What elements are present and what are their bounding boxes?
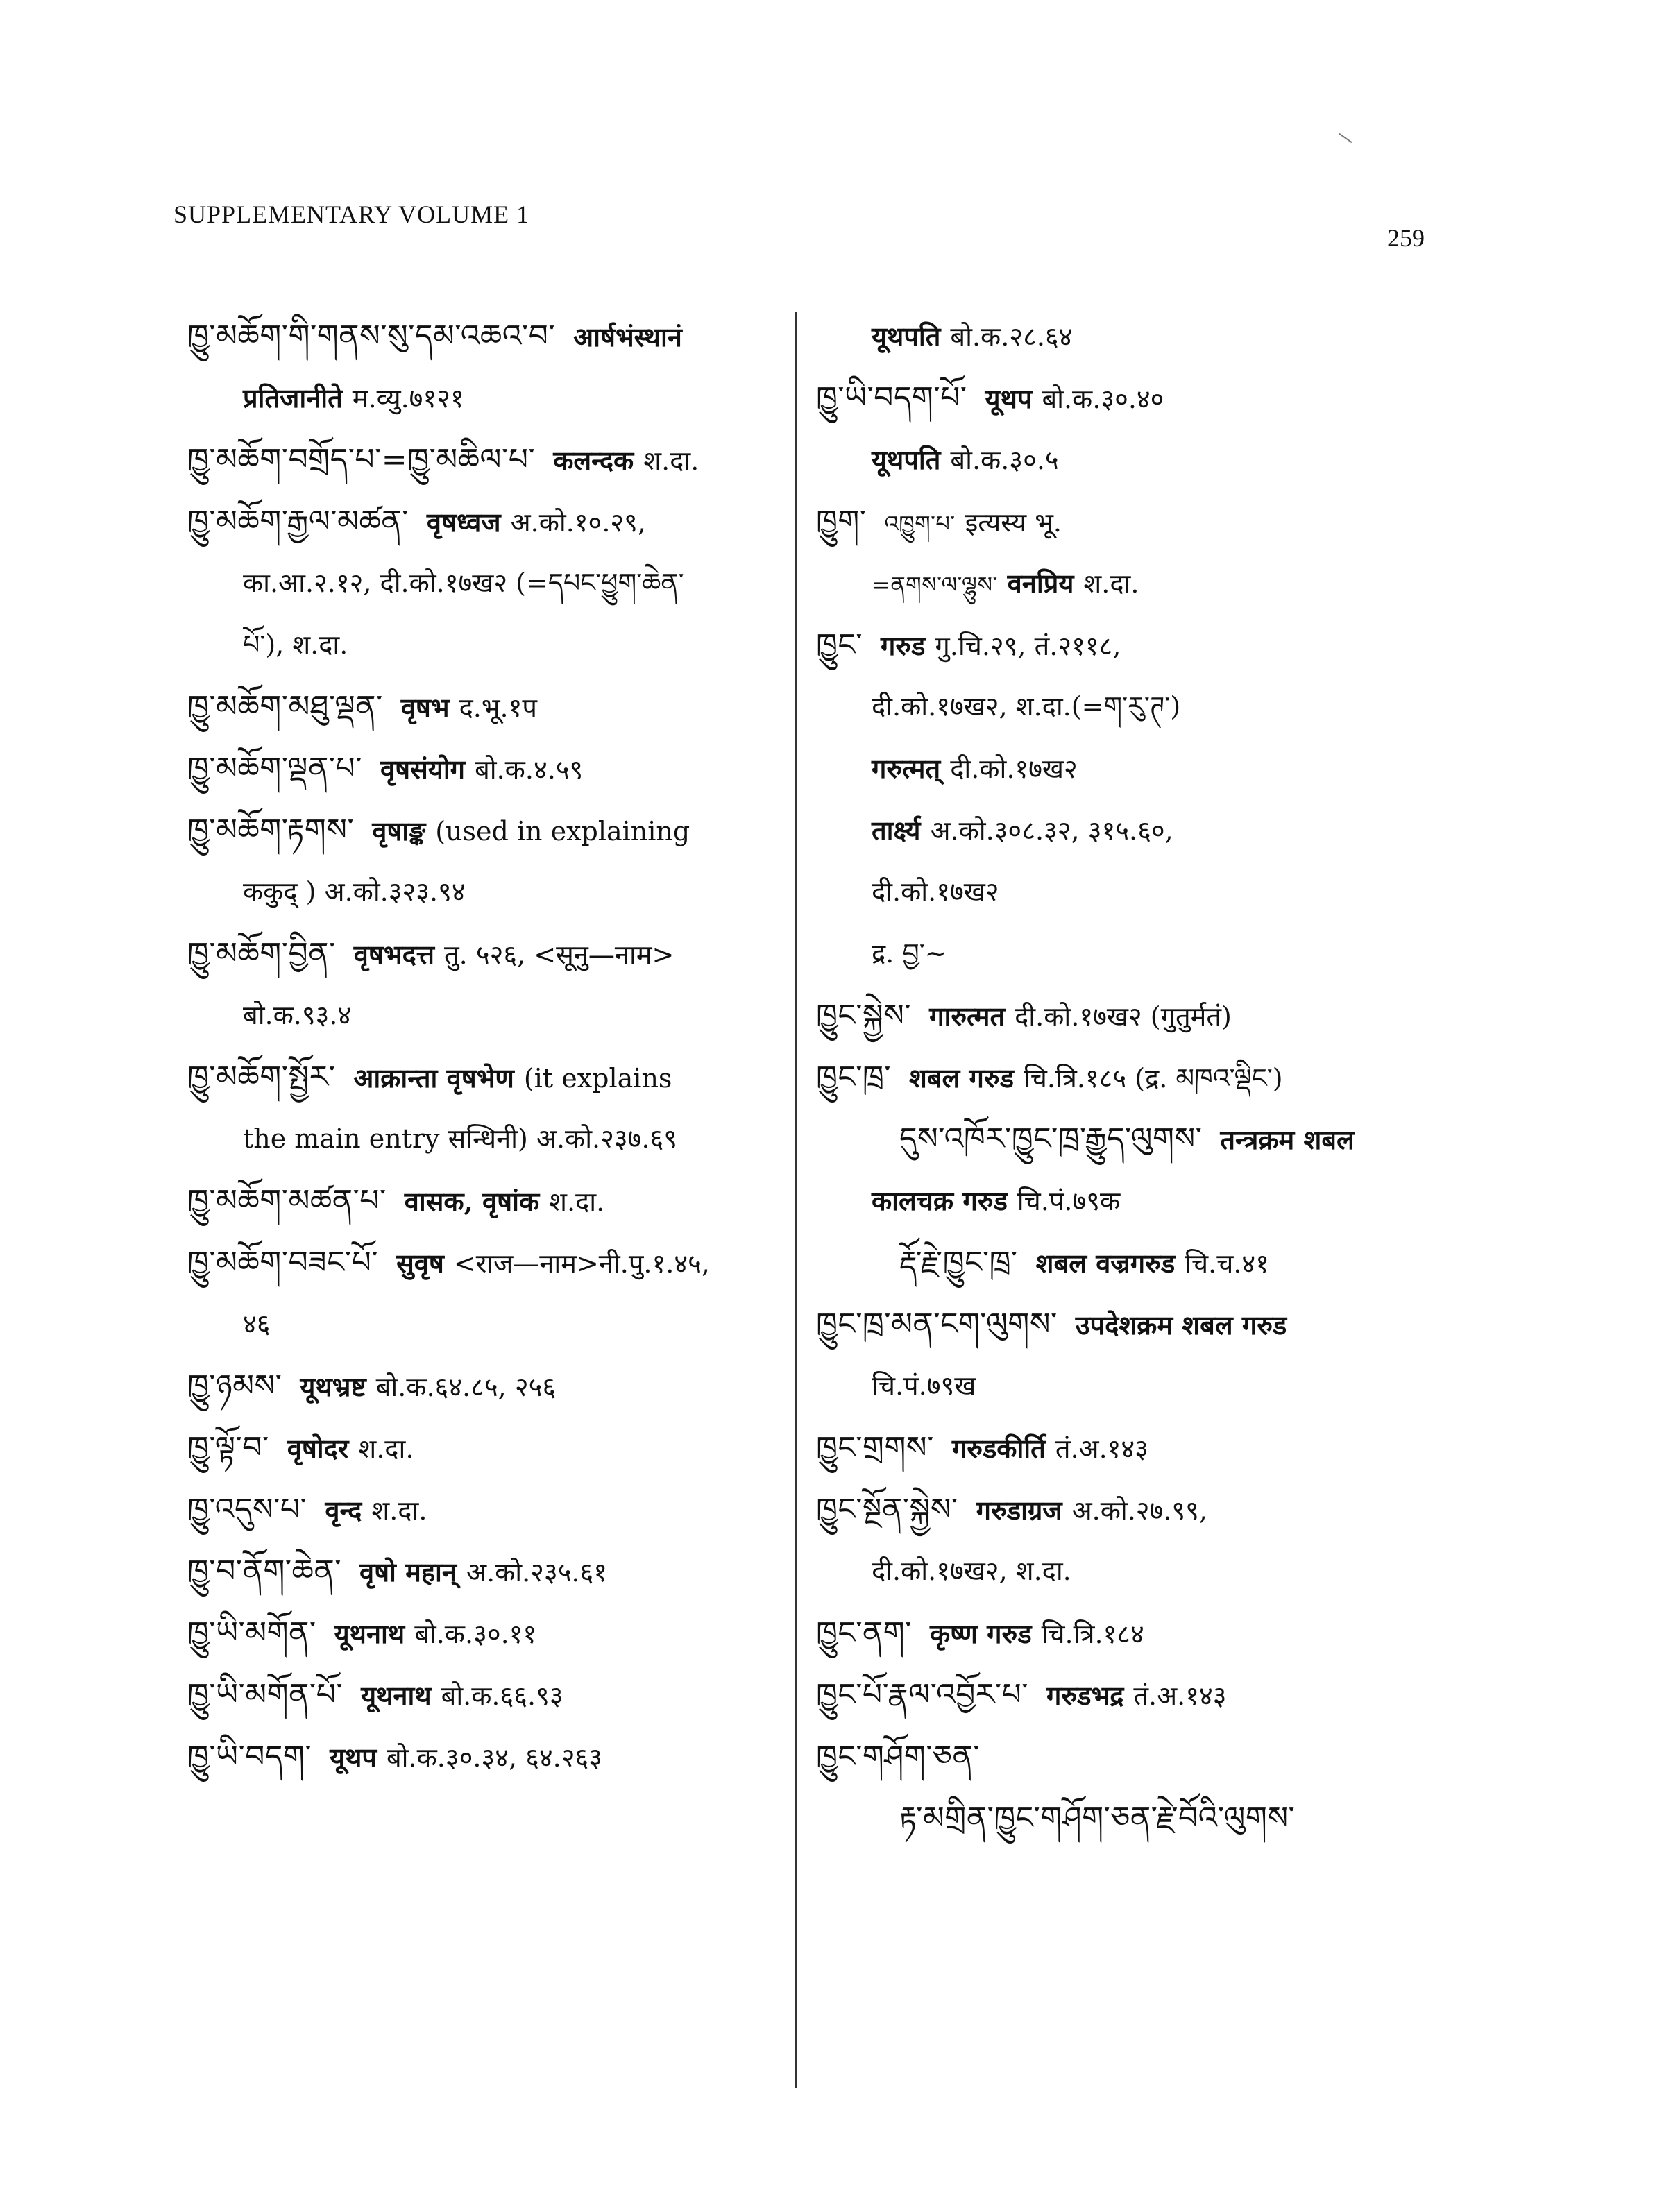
sanskrit-equivalent: गारुत्मत	[929, 1001, 1006, 1032]
tibetan-headword: ཁྱུང་གྲགས་	[816, 1430, 934, 1465]
dictionary-entry	[187, 1046, 784, 1108]
source-reference: अ.को.१०.२९,	[510, 507, 646, 538]
entry-continuation	[187, 367, 784, 429]
tibetan-headword: ཁྱུ་ལྟོ་བ་	[187, 1430, 269, 1465]
source-reference: चि.च.४१	[1185, 1248, 1269, 1279]
dictionary-entry	[187, 1417, 784, 1479]
sanskrit-equivalent: आर्षभंस्थानं	[573, 321, 682, 352]
source-reference: चि.पं.७९क	[1017, 1186, 1121, 1216]
entry-continuation	[187, 861, 784, 923]
tibetan-headword: ཁྱུང་གཤོག་ཅན་	[816, 1739, 980, 1774]
source-reference: (it explains	[523, 1063, 672, 1094]
entry-continuation	[187, 985, 784, 1046]
source-reference: श.दा.	[371, 1495, 427, 1526]
sanskrit-equivalent: उपदेशक्रम शबल गरुड	[1075, 1309, 1287, 1341]
entry-continuation	[816, 429, 1413, 491]
sanskrit-equivalent: वृषध्वज	[426, 507, 501, 538]
dictionary-entry	[187, 1355, 784, 1417]
sanskrit-equivalent: वृषभदत्त	[353, 939, 435, 970]
source-reference: श.दा.	[643, 445, 699, 476]
sanskrit-equivalent: यूथप	[985, 383, 1033, 414]
tibetan-gloss: འཁྱུག་པ་	[884, 511, 956, 537]
sanskrit-equivalent: वृषसंयोग	[380, 754, 466, 785]
page-number: 259	[1387, 224, 1425, 252]
dictionary-entry	[816, 1602, 1413, 1664]
tibetan-headword: ཁྱུང་ཁྲ་	[816, 1060, 891, 1095]
dictionary-entry	[816, 1046, 1413, 1108]
source-reference: the main entry सन्धिनी) अ.को.२३७.६९	[243, 1123, 678, 1154]
tibetan-headword: ཁྱུ་ཡི་མགོན་	[187, 1615, 316, 1651]
sanskrit-equivalent: गरुडभद्र	[1046, 1680, 1124, 1711]
tibetan-headword: ཁྱུ་བ་ནོག་ཆེན་	[187, 1554, 341, 1589]
source-reference: बो.क.३०.११	[414, 1619, 537, 1649]
sanskrit-equivalent: आक्रान्ता वृषभेण	[353, 1062, 514, 1094]
tibetan-headword: ཁྱུང་སྔོན་སྐྱེས་	[816, 1492, 958, 1527]
dictionary-entry	[187, 923, 784, 985]
tibetan-headword: རྡོ་རྗེ་ཁྱུང་ཁྲ་	[899, 1245, 1018, 1280]
sanskrit-equivalent: वृन्द	[325, 1495, 362, 1526]
entry-continuation	[187, 614, 784, 676]
source-reference: པོ་), श.दा.	[243, 629, 348, 660]
tibetan-headword: ཁྱུང་	[816, 627, 863, 663]
source-reference: दी.को.१७ख२, श.दा.	[872, 1556, 1071, 1586]
sanskrit-equivalent: गरुडाग्रज	[976, 1495, 1062, 1526]
source-reference: बो.क.९३.४	[243, 1000, 352, 1030]
scan-mark	[1339, 133, 1352, 143]
tibetan-headword: ཁྱུ་མཆོག་མཐུ་ལྡན་	[187, 689, 383, 724]
running-header: SUPPLEMENTARY VOLUME 1	[173, 201, 530, 228]
tibetan-headword: ཁྱུ་མཆོག་ལྡན་པ་	[187, 751, 362, 786]
source-reference: श.दा.	[358, 1433, 414, 1464]
tibetan-headword: ཁྱུ་མཆོག་སྤྱོར་	[187, 1060, 336, 1095]
dictionary-entry	[816, 1726, 1413, 1787]
source-reference: म.व्यु.७१२१	[352, 383, 464, 414]
tibetan-headword: རྟ་མགྲིན་ཁྱུང་གཤོག་ཅན་རྗེ་བོའི་ལུགས་	[899, 1801, 1296, 1836]
source-reference: इत्यस्य भू.	[965, 507, 1062, 538]
sanskrit-equivalent: कलन्दक	[553, 445, 634, 476]
entry-continuation	[187, 1108, 784, 1170]
dictionary-entry	[816, 1664, 1413, 1726]
tibetan-headword: ཁྱུང་པོ་རྣལ་འབྱོར་པ་	[816, 1677, 1029, 1712]
tibetan-headword: ཁྱུག་	[816, 504, 867, 539]
dictionary-entry	[187, 1170, 784, 1232]
sanskrit-equivalent: वृषभ	[400, 692, 450, 723]
tibetan-headword: ཁྱུང་ནག་	[816, 1615, 912, 1651]
source-reference: दी.को.१७ख२ (गुतुर्मतं)	[1015, 1001, 1232, 1032]
source-reference: दी.को.१७ख२	[950, 754, 1078, 784]
left-column	[187, 305, 784, 1787]
dictionary-entry	[816, 1417, 1413, 1479]
dictionary-entry	[187, 676, 784, 738]
source-reference: बो.क.३०.४०	[1042, 384, 1164, 414]
entry-continuation	[187, 1293, 784, 1355]
tibetan-headword: ཁྱུ་ཡི་བདག་པོ་	[816, 380, 967, 416]
source-reference: अ.को.३०८.३२, ३१५.६०,	[930, 815, 1173, 846]
entry-continuation	[816, 799, 1413, 861]
sanskrit-equivalent: तन्त्रक्रम शबल	[1220, 1124, 1355, 1155]
sanskrit-equivalent: यूथनाथ	[334, 1618, 405, 1649]
dictionary-entry	[187, 1540, 784, 1602]
source-reference: तं.अ.१४३	[1055, 1433, 1148, 1464]
source-reference: चि.त्रि.१८४	[1041, 1619, 1144, 1649]
sanskrit-equivalent: यूथप	[330, 1742, 377, 1773]
sanskrit-equivalent: वृषाङ्क	[372, 815, 426, 846]
source-reference: बो.क.६४.८५, २५६	[375, 1372, 557, 1402]
source-reference: का.आ.२.१२, दी.को.१७ख२ (=དཔང་ཕྱུག་ཆེན་	[243, 568, 684, 598]
tibetan-headword: ཁྱུ་ཡི་བདག་	[187, 1739, 312, 1774]
tibetan-headword: ཁྱུ་མཆོག་མཚན་པ་	[187, 1183, 387, 1218]
dictionary-entry	[187, 1479, 784, 1540]
entry-continuation	[816, 923, 1413, 985]
tibetan-headword: ཁྱུ་འདུས་པ་	[187, 1492, 307, 1527]
source-reference: तु. ५२६, <सूनु—नाम>	[444, 939, 674, 970]
tibetan-headword: ཁྱུ་མཆོག་རྟགས་	[187, 813, 355, 848]
source-reference: दी.को.१७ख२, श.दा.(=ག་རུ་ཊ་)	[872, 691, 1181, 722]
dictionary-entry	[187, 305, 784, 367]
dictionary-entry	[187, 799, 784, 861]
dictionary-entry	[816, 614, 1413, 676]
source-reference: द्र. བྱ་~	[872, 938, 947, 969]
right-column	[816, 305, 1413, 1849]
entry-continuation	[816, 738, 1413, 799]
entry-continuation	[816, 552, 1413, 614]
dictionary-entry	[187, 491, 784, 552]
source-reference: (used in explaining	[435, 816, 690, 846]
source-reference: ककुद् ) अ.को.३२३.९४	[243, 876, 466, 907]
sanskrit-equivalent: सुवृष	[396, 1248, 444, 1279]
sanskrit-equivalent: कालचक्र गरुड	[872, 1185, 1008, 1216]
tibetan-headword: ཁྱུ་ཉམས་	[187, 1368, 282, 1404]
source-reference: तं.अ.१४३	[1133, 1681, 1227, 1711]
dictionary-entry	[187, 738, 784, 799]
sanskrit-equivalent: शबल वज्रगरुड	[1035, 1248, 1176, 1279]
tibetan-headword: ཁྱུ་མཆོག་གི་གནས་སུ་དམ་འཆའ་བ་	[187, 318, 556, 354]
sanskrit-equivalent: गरुत्मत्	[872, 753, 941, 784]
tibetan-headword: ཁྱུ་མཆོག་བྱིན་	[187, 936, 336, 971]
entry-continuation	[816, 1355, 1413, 1417]
dictionary-entry	[187, 429, 784, 491]
sanskrit-equivalent: वृषो महान्	[359, 1556, 457, 1588]
source-reference: बो.क.६६.९३	[441, 1681, 563, 1711]
dictionary-entry	[816, 1108, 1413, 1170]
source-reference: बो.क.२८.६४	[950, 321, 1073, 352]
entry-continuation	[187, 552, 784, 614]
tibetan-headword: དུས་འཁོར་ཁྱུང་ཁྲ་རྒྱུད་ལུགས་	[899, 1121, 1203, 1157]
source-reference: श.दा.	[1083, 568, 1139, 599]
tibetan-headword: ཁྱུང་ཁྲ་མན་ངག་ལུགས་	[816, 1307, 1058, 1342]
source-reference: चि.त्रि.१८५ (द्र. མཁའ་ལྡིང་)	[1023, 1063, 1283, 1094]
source-reference: अ.को.२३५.६१	[466, 1557, 608, 1588]
entry-continuation	[816, 305, 1413, 367]
source-reference: बो.क.३०.५	[950, 445, 1059, 475]
source-reference: द.भू.१प	[459, 692, 537, 723]
dictionary-entry	[816, 491, 1413, 552]
source-reference: ४६	[243, 1309, 271, 1339]
column-divider	[795, 312, 797, 2088]
source-reference: श.दा.	[549, 1186, 605, 1217]
sanskrit-equivalent: यूथभ्रष्ट	[300, 1371, 366, 1402]
source-reference: बो.क.४.५९	[475, 754, 584, 785]
sanskrit-equivalent: वासक, वृषांक	[404, 1186, 540, 1217]
dictionary-entry	[816, 1293, 1413, 1355]
source-reference: गु.चि.२९, तं.२११८,	[935, 631, 1121, 661]
dictionary-entry	[187, 1664, 784, 1726]
sanskrit-equivalent: शबल गरुड	[908, 1062, 1014, 1094]
entry-continuation	[816, 676, 1413, 738]
sanskrit-equivalent: गरुड	[880, 630, 926, 661]
tibetan-gloss: =ནགས་ལ་ལྷུས་	[872, 572, 998, 598]
sanskrit-equivalent: यूथपति	[872, 321, 941, 352]
sanskrit-equivalent: प्रतिजानीते	[243, 382, 343, 414]
sanskrit-equivalent: वृषोदर	[287, 1433, 349, 1464]
tibetan-headword: ཁྱུ་མཆོག་བགྲོད་པ་=ཁྱུ་མཆིལ་པ་	[187, 442, 536, 477]
dictionary-entry	[187, 1602, 784, 1664]
dictionary-entry	[187, 1726, 784, 1787]
dictionary-entry	[816, 1479, 1413, 1540]
source-reference: <राज—नाम>नी.पु.१.४५,	[453, 1248, 710, 1279]
source-reference: बो.क.३०.३४, ६४.२६३	[386, 1742, 603, 1773]
tibetan-headword: ཁྱུང་སྐྱེས་	[816, 998, 912, 1033]
sanskrit-equivalent: यूथपति	[872, 444, 941, 475]
entry-continuation	[816, 861, 1413, 923]
tibetan-headword: ཁྱུ་ཡི་མགོན་པོ་	[187, 1677, 343, 1712]
sanskrit-equivalent: गरुडकीर्ति	[951, 1433, 1046, 1464]
dictionary-entry	[816, 1787, 1413, 1849]
source-reference: दी.को.१७ख२	[872, 876, 999, 907]
sanskrit-equivalent: तार्क्ष्य	[872, 815, 921, 846]
source-reference: चि.पं.७९ख	[872, 1370, 976, 1401]
sanskrit-equivalent: वनप्रिय	[1007, 568, 1074, 599]
sanskrit-equivalent: यूथनाथ	[361, 1680, 432, 1711]
tibetan-headword: ཁྱུ་མཆོག་བཟང་པོ་	[187, 1245, 379, 1280]
dictionary-entry	[816, 367, 1413, 429]
sanskrit-equivalent: कृष्ण गरुड	[930, 1618, 1032, 1649]
dictionary-entry	[816, 985, 1413, 1046]
dictionary-entry	[187, 1232, 784, 1293]
entry-continuation	[816, 1170, 1413, 1232]
source-reference: अ.को.२७.९९,	[1071, 1495, 1207, 1526]
dictionary-entry	[816, 1232, 1413, 1293]
tibetan-headword: ཁྱུ་མཆོག་རྒྱལ་མཚན་	[187, 504, 409, 539]
entry-continuation	[816, 1540, 1413, 1602]
